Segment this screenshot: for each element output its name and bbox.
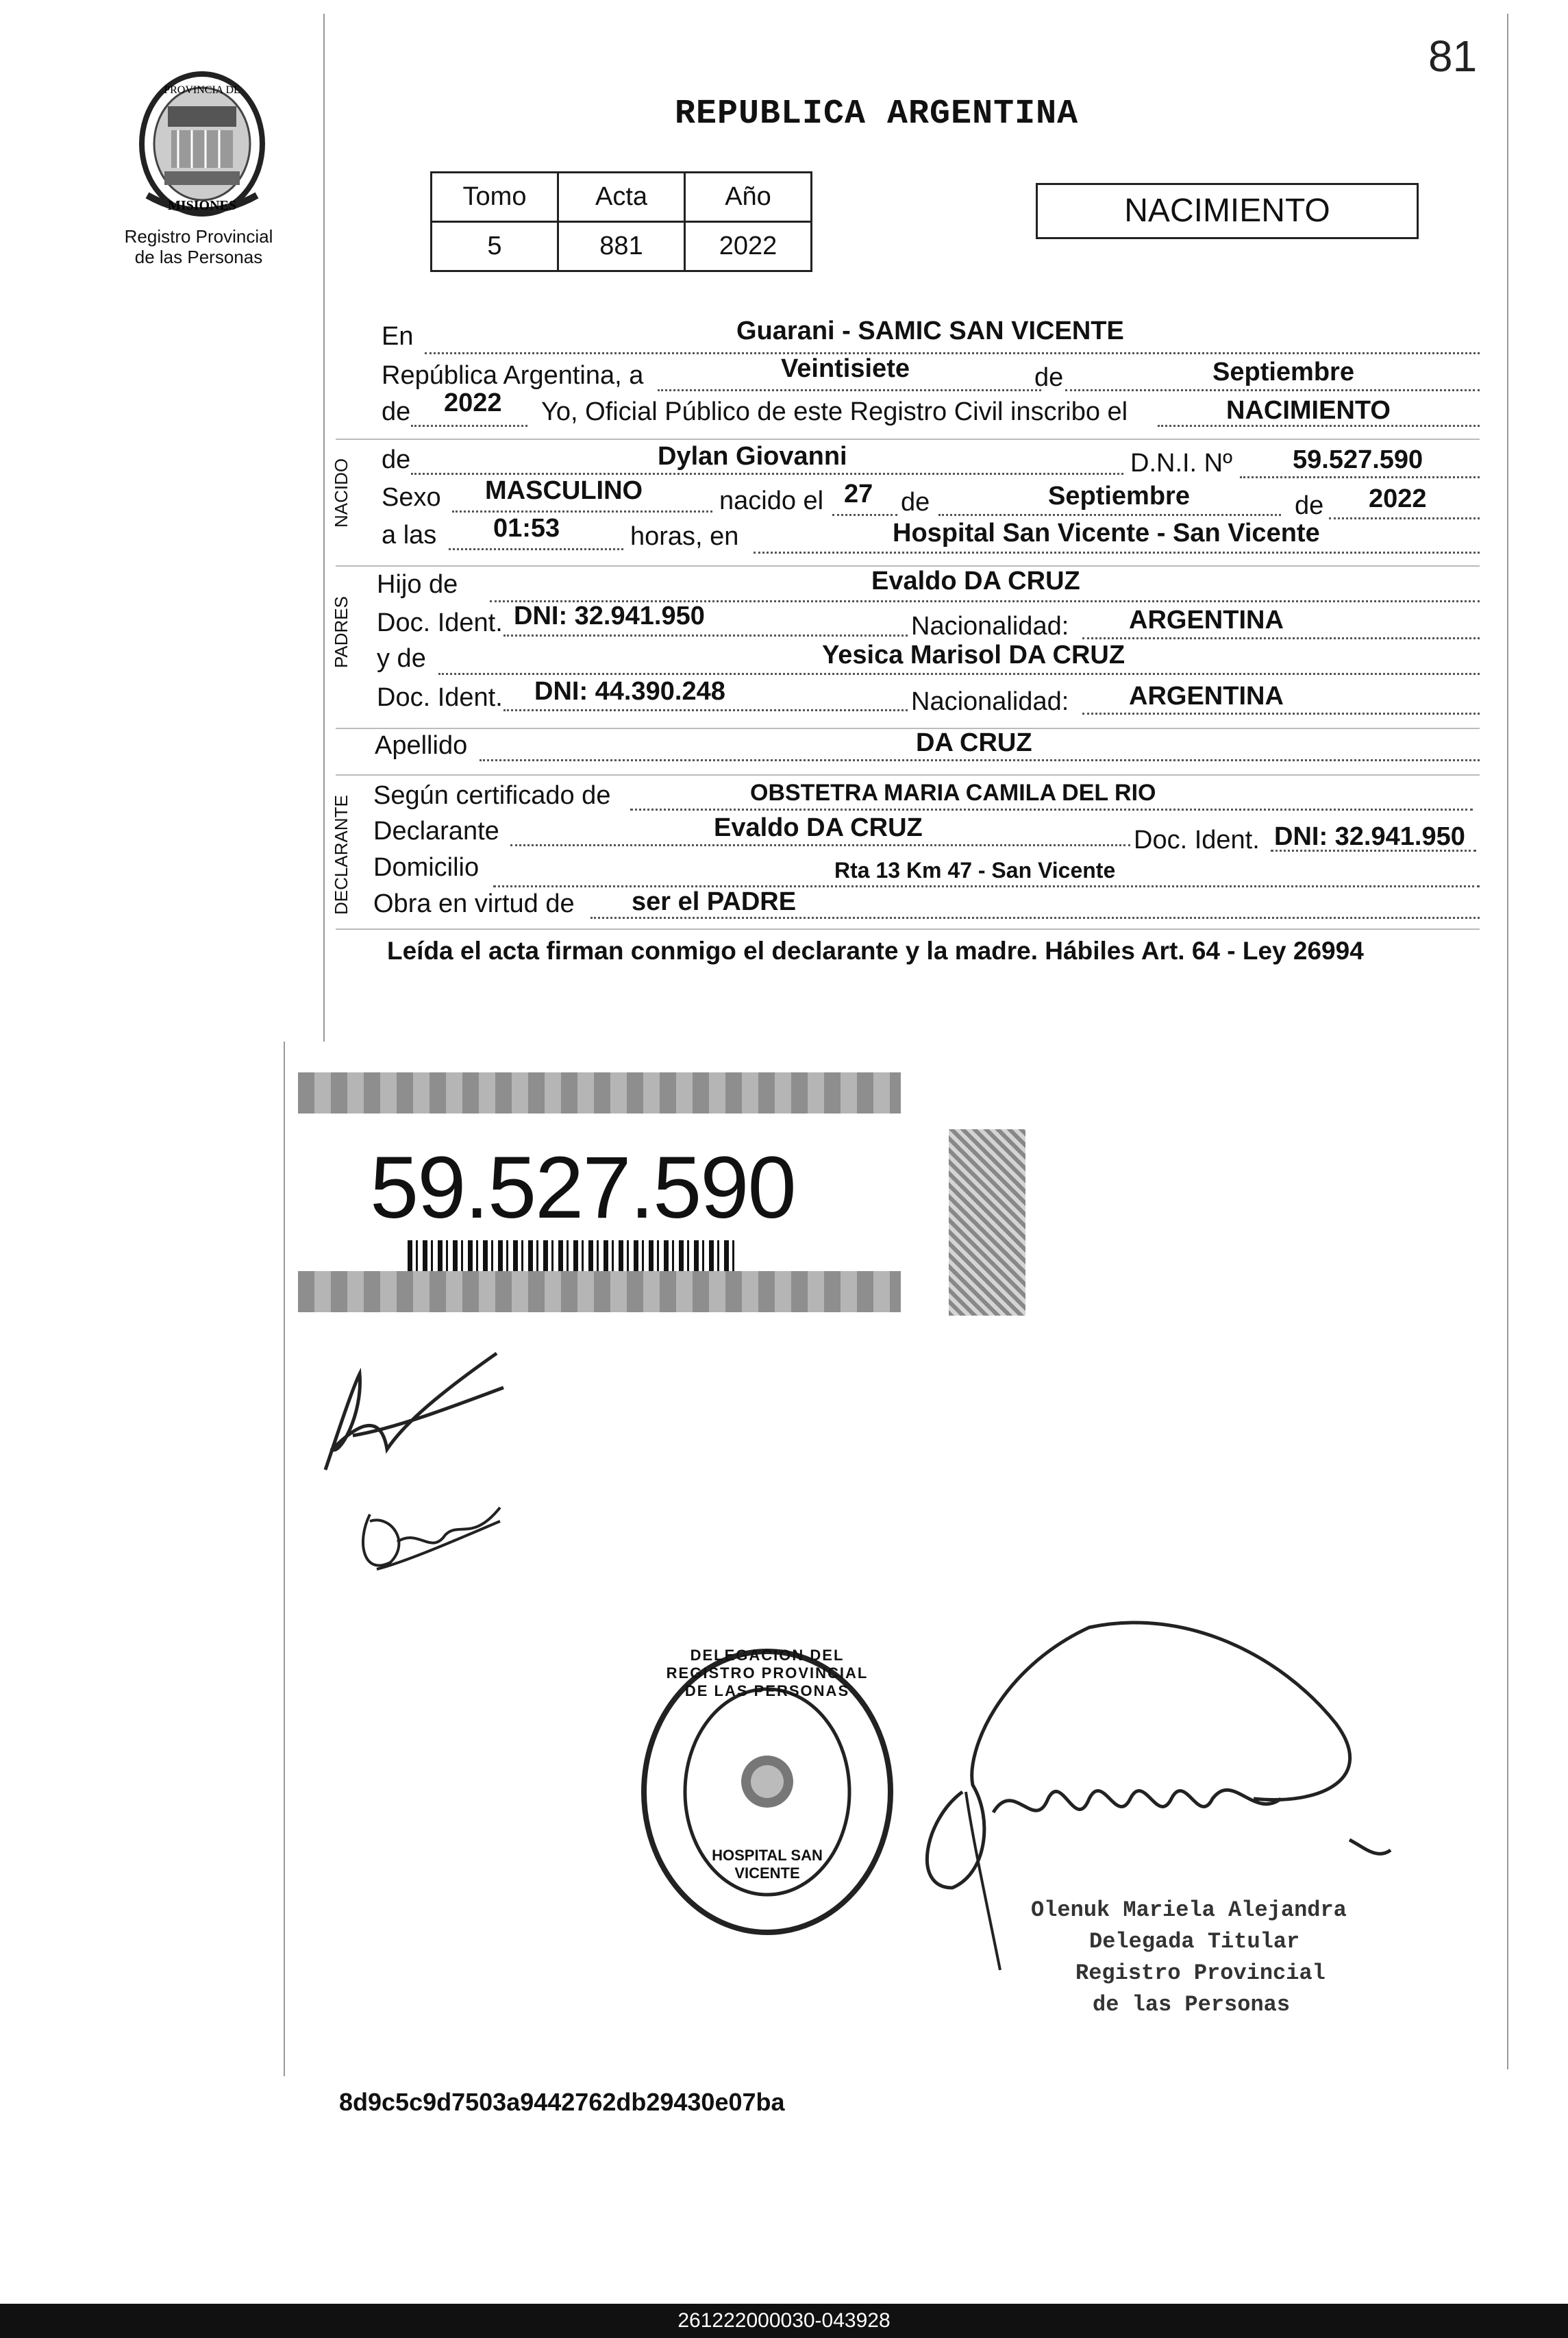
label-de-month: de xyxy=(1034,363,1064,392)
value-dni: 59.527.590 xyxy=(1293,445,1423,474)
label-segun-cert: Según certificado de xyxy=(373,781,611,810)
label-de-year: de xyxy=(382,397,411,426)
value-domicilio: Rta 13 Km 47 - San Vicente xyxy=(834,858,1116,883)
dotted-line xyxy=(832,514,897,516)
hash-code: 8d9c5c9d7503a9442762db29430e07ba xyxy=(339,2088,785,2116)
declarant-signature xyxy=(312,1346,510,1487)
dotted-line xyxy=(1329,517,1480,519)
dotted-line xyxy=(438,673,1480,675)
dotted-line xyxy=(503,709,908,711)
province-emblem xyxy=(130,69,274,226)
sticker-top-band xyxy=(298,1072,901,1113)
label-de-year-birth: de xyxy=(1295,491,1324,520)
dotted-line xyxy=(480,759,1480,761)
closing-note: Leída el acta firman conmigo el declarante y la madre. Hábiles Art. 64 - Ley 26994 xyxy=(387,937,1364,965)
record-type-badge: NACIMIENTO xyxy=(1036,183,1419,239)
label-declarante: Declarante xyxy=(373,817,499,846)
dotted-line xyxy=(449,548,623,550)
value-lugar: Guarani - SAMIC SAN VICENTE xyxy=(736,317,1124,345)
left-margin-line xyxy=(323,14,325,1042)
ref-value-acta: 881 xyxy=(558,222,685,271)
value-anio-inscripcion: 2022 xyxy=(444,389,502,417)
dotted-line xyxy=(1065,389,1480,391)
value-apellido: DA CRUZ xyxy=(916,728,1032,757)
emblem-bottom-text: MISIONES xyxy=(167,198,237,213)
dotted-line xyxy=(590,917,1480,919)
label-y-de: y de xyxy=(377,644,426,673)
ref-header-tomo: Tomo xyxy=(432,173,558,222)
label-horas-en: horas, en xyxy=(630,522,739,551)
seal-inner-text: HOSPITAL SAN VICENTE xyxy=(712,1847,823,1882)
ref-value-anio: 2022 xyxy=(685,222,812,271)
delegate-office-2: de las Personas xyxy=(1093,1992,1291,2017)
label-domicilio: Domicilio xyxy=(373,853,480,882)
dotted-line xyxy=(411,473,1123,475)
dni-sticker xyxy=(298,1072,901,1316)
security-hologram xyxy=(949,1129,1025,1316)
dotted-line xyxy=(452,510,712,513)
delegate-signature-block xyxy=(1031,1895,1347,2021)
label-doc-ident-padre: Doc. Ident. xyxy=(377,608,503,637)
dotted-line xyxy=(658,389,1041,391)
logo-caption-line-2: de las Personas xyxy=(134,247,263,267)
side-label-declarante: DECLARANTE xyxy=(331,795,351,915)
sticker-dni-number: 59.527.590 xyxy=(370,1139,795,1237)
value-acto: NACIMIENTO xyxy=(1226,396,1391,425)
mother-signature xyxy=(349,1501,507,1593)
dotted-line xyxy=(503,635,908,637)
logo-caption xyxy=(103,226,295,267)
value-nombre: Dylan Giovanni xyxy=(658,442,847,471)
sticker-bottom-band xyxy=(298,1271,901,1312)
dotted-line xyxy=(411,425,527,427)
label-hijo-de: Hijo de xyxy=(377,570,458,599)
value-mes-nacimiento: Septiembre xyxy=(1048,482,1190,510)
left-margin-line-lower xyxy=(284,1042,285,2076)
label-en: En xyxy=(382,322,414,351)
label-nacionalidad-padre: Nacionalidad: xyxy=(911,612,1069,641)
value-certificado: OBSTETRA MARIA CAMILA DEL RIO xyxy=(750,780,1156,806)
logo-caption-line-1: Registro Provincial xyxy=(124,226,273,247)
dotted-line xyxy=(510,844,1130,846)
dotted-line xyxy=(1082,637,1480,639)
seal-outer-text: DELEGACION DEL REGISTRO PROVINCIAL DE LAS PERSONAS xyxy=(666,1647,869,1699)
ref-value-tomo: 5 xyxy=(432,222,558,271)
page-number: 81 xyxy=(1428,32,1478,81)
label-apellido: Apellido xyxy=(375,731,468,760)
delegate-title: Delegada Titular xyxy=(1089,1929,1300,1954)
official-seal xyxy=(630,1641,904,1943)
value-sexo: MASCULINO xyxy=(485,476,643,505)
dotted-line xyxy=(754,552,1480,554)
dotted-line xyxy=(425,352,1480,354)
right-margin-line xyxy=(1507,14,1508,2069)
value-padre-doc: DNI: 32.941.950 xyxy=(514,602,705,630)
side-label-nacido: NACIDO xyxy=(331,458,351,528)
label-republica: República Argentina, a xyxy=(382,361,644,390)
value-declarante: Evaldo DA CRUZ xyxy=(714,813,923,842)
label-doc-ident-madre: Doc. Ident. xyxy=(377,683,503,712)
dotted-line xyxy=(1082,713,1480,715)
value-declarante-doc: DNI: 32.941.950 xyxy=(1274,822,1465,851)
dotted-line xyxy=(630,809,1473,811)
value-madre-doc: DNI: 44.390.248 xyxy=(534,677,725,706)
value-obra-virtud: ser el PADRE xyxy=(632,887,797,916)
footer-code: 261222000030-043928 xyxy=(0,2304,1568,2338)
label-de-month-birth: de xyxy=(901,488,930,517)
label-dni-no: D.N.I. Nº xyxy=(1130,449,1232,478)
value-padre-nac: ARGENTINA xyxy=(1129,606,1284,635)
dotted-line xyxy=(938,514,1281,516)
value-lugar-nacimiento: Hospital San Vicente - San Vicente xyxy=(893,519,1320,547)
emblem-top-text: PROVINCIA DE xyxy=(164,84,240,96)
section-separator xyxy=(336,774,1480,776)
value-dia-inscripcion: Veintisiete xyxy=(781,354,910,383)
value-hora: 01:53 xyxy=(493,514,560,543)
label-nacido-el: nacido el xyxy=(719,487,824,515)
value-dia-nacimiento: 27 xyxy=(844,480,873,508)
reference-table xyxy=(430,171,812,272)
delegate-office: Registro Provincial xyxy=(1075,1960,1326,1986)
value-mes-inscripcion: Septiembre xyxy=(1212,358,1354,386)
value-madre: Yesica Marisol DA CRUZ xyxy=(822,641,1125,669)
label-sexo: Sexo xyxy=(382,483,441,512)
label-obra-virtud: Obra en virtud de xyxy=(373,889,575,918)
delegate-name: Olenuk Mariela Alejandra xyxy=(1031,1897,1347,1923)
value-padre: Evaldo DA CRUZ xyxy=(871,567,1080,595)
section-separator xyxy=(336,928,1480,930)
label-a-las: a las xyxy=(382,521,437,550)
label-doc-ident-declarante: Doc. Ident. xyxy=(1134,826,1260,854)
side-label-padres: PADRES xyxy=(331,596,351,668)
ref-header-acta: Acta xyxy=(558,173,685,222)
dotted-line xyxy=(1240,476,1480,478)
section-separator xyxy=(336,728,1480,729)
value-madre-nac: ARGENTINA xyxy=(1129,682,1284,711)
label-nacionalidad-madre: Nacionalidad: xyxy=(911,687,1069,716)
label-de-name: de xyxy=(382,445,411,474)
label-yo-oficial: Yo, Oficial Público de este Registro Civil inscribo el xyxy=(541,397,1128,426)
section-separator xyxy=(336,439,1480,440)
value-anio-nacimiento: 2022 xyxy=(1369,484,1427,513)
ref-header-anio: Año xyxy=(685,173,812,222)
document-title: REPUBLICA ARGENTINA xyxy=(675,95,1079,134)
